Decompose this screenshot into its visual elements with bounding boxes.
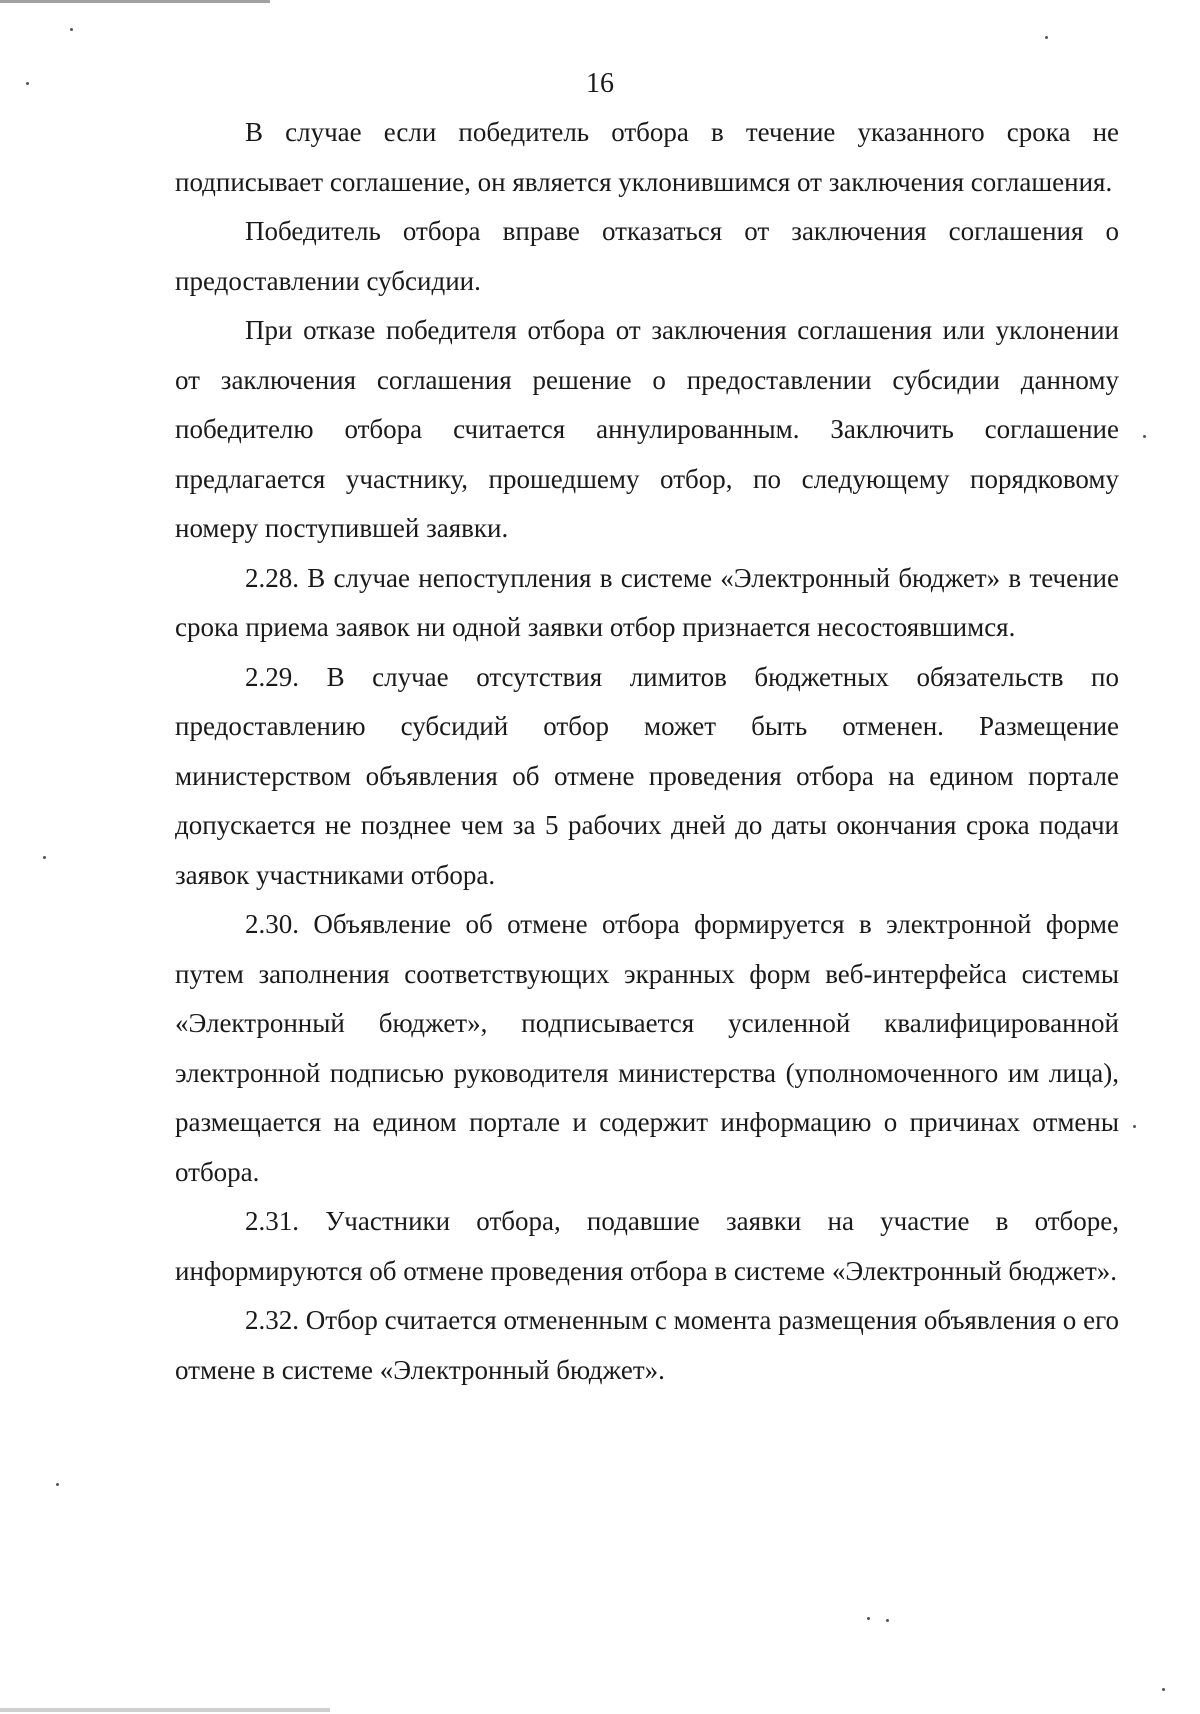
scan-speck (43, 856, 46, 859)
paragraph-refusal-to-sign: В случае если победитель отбора в течение указанного срока не подписывает соглашение, он является уклонившимся от заключения соглашения. (175, 117, 1119, 197)
paragraph-2-30: 2.30. Объявление об отмене отбора формируется в электронной форме путем заполнения соответствующих экранных форм веб-интерфейса системы «Электронный бюджет», подписывается усиленной квалифицированной электронной подписью руководителя министерства (уполномоченного им лица), размещается на едином портале и содержит информацию о причинах отмены отбора. (175, 909, 1119, 1187)
scan-speck (886, 1619, 889, 1622)
document-body (175, 108, 1119, 1395)
page-number: 16 (586, 68, 614, 99)
scan-speck (867, 1617, 870, 1620)
paragraph-2-31: 2.31. Участники отбора, подавшие заявки на участие в отборе, информируются об отмене проведения отбора в системе «Электронный бюджет». (175, 1206, 1119, 1286)
scan-speck (1045, 36, 1048, 39)
paragraph-winner-right-to-refuse: Победитель отбора вправе отказаться от заключения соглашения о предоставлении субсидии. (175, 216, 1119, 296)
scan-top-edge (0, 0, 270, 3)
paragraph-2-29: 2.29. В случае отсутствия лимитов бюджетных обязательств по предоставлению субсидий отбор может быть отменен. Размещение министерством объявления об отмене проведения отбора на едином портале допускается не позднее чем за 5 рабочих дней до даты окончания срока подачи заявок участниками отбора. (175, 661, 1119, 890)
scan-speck (1133, 1125, 1136, 1128)
paragraph-2-32: 2.32. Отбор считается отмененным с момента размещения объявления о его отмене в системе «Электронный бюджет». (175, 1305, 1119, 1385)
paragraph-2-28: 2.28. В случае непоступления в системе «Электронный бюджет» в течение срока приема заявок ни одной заявки отбор признается несостоявшимся. (175, 562, 1119, 642)
scan-bottom-edge (0, 1708, 330, 1712)
scan-speck (56, 1483, 59, 1486)
scan-speck (1143, 435, 1146, 438)
scan-speck (70, 28, 73, 31)
paragraph-decision-annulled: При отказе победителя отбора от заключения соглашения или уклонении от заключения соглашения решение о предоставлении субсидии данному победителю отбора считается аннулированным. Заключить соглашение предлагается участнику, прошедшему отбор, по следующему порядковому номеру поступившей заявки. (175, 315, 1119, 543)
scan-speck (1162, 1688, 1165, 1691)
